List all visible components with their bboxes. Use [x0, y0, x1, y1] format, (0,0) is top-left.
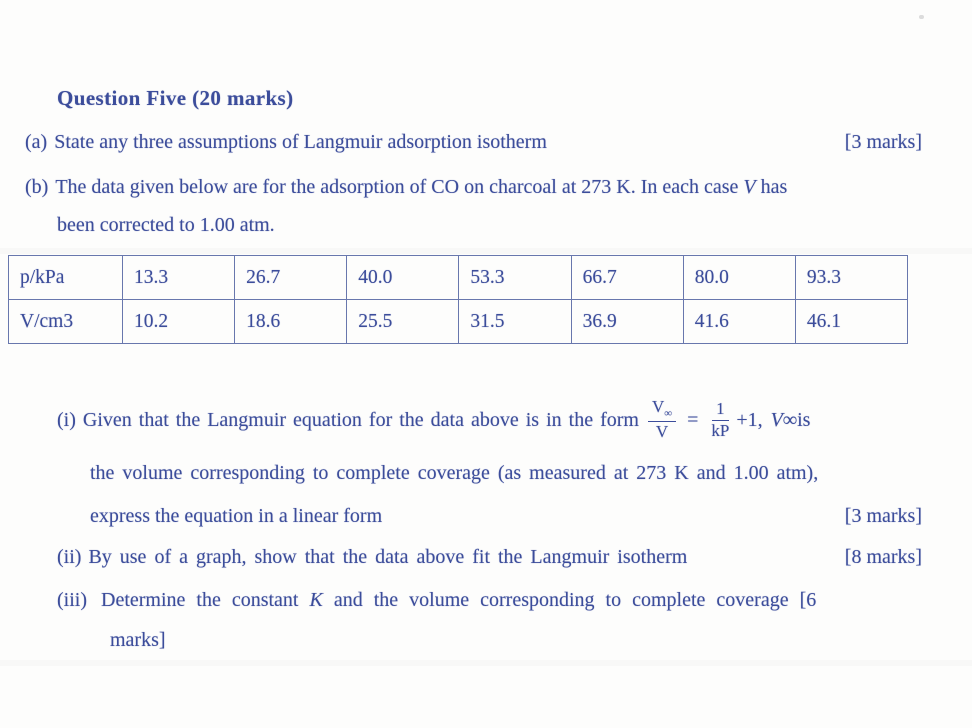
part-i-line2: the volume corresponding to complete coverage (as measured at 273 K and 1.00 atm), [90, 462, 819, 484]
row-header-volume: V/cm3 [9, 300, 123, 344]
part-iii-text: Determine the constant [101, 589, 310, 611]
part-ii-body: By use of a graph, show that the data above fit the Langmuir isotherm [88, 546, 688, 568]
part-iii-variable: K [309, 589, 323, 611]
part-a-line [25, 131, 922, 154]
table-row-volume [9, 300, 908, 344]
pressure-value: 93.3 [795, 256, 907, 300]
fraction-numerator: 1 [712, 400, 729, 421]
fraction-v-infinity-over-v [648, 398, 676, 441]
volume-value: 31.5 [459, 300, 571, 344]
scan-streak [0, 660, 972, 666]
pressure-value: 13.3 [123, 256, 235, 300]
part-i-label: (i) [57, 408, 76, 431]
part-a-text [25, 131, 547, 154]
volume-value: 36.9 [571, 300, 683, 344]
fraction-denominator: kP [711, 420, 730, 440]
part-i-line1 [57, 392, 810, 448]
pressure-value: 40.0 [347, 256, 459, 300]
equation-tail: +1, [736, 408, 763, 431]
volume-value: 46.1 [795, 300, 907, 344]
part-i-line3 [90, 505, 922, 528]
part-i-line3-text: express the equation in a linear form [90, 505, 383, 527]
equals-sign: = [687, 408, 699, 431]
part-ii-marks: [8 marks] [844, 546, 922, 568]
part-ii-label: (ii) [57, 546, 82, 568]
pressure-value: 66.7 [571, 256, 683, 300]
part-a-marks: [3 marks] [844, 131, 922, 153]
volume-value: 18.6 [235, 300, 347, 344]
scan-speck [919, 15, 924, 19]
part-b-variable: V [743, 176, 756, 198]
part-ii-line [57, 546, 922, 569]
part-a-label: (a) [25, 131, 48, 153]
part-ii-text [57, 546, 687, 569]
v-symbol: V [651, 397, 665, 417]
pressure-value: 53.3 [459, 256, 571, 300]
pressure-value: 26.7 [235, 256, 347, 300]
pressure-value: 80.0 [683, 256, 795, 300]
equation-after-var: is [797, 408, 811, 431]
table-row-pressure [9, 256, 908, 300]
part-a-body: State any three assumptions of Langmuir adsorption isotherm [54, 131, 547, 153]
infinity-subscript: ∞ [664, 407, 673, 420]
part-b-text-end: has [755, 176, 788, 198]
question-title: Question Five (20 marks) [57, 86, 294, 110]
part-iii-label: (iii) [57, 589, 87, 611]
part-iii-line1 [57, 589, 816, 612]
fraction-numerator [648, 398, 676, 421]
part-iii-line2: marks] [110, 629, 166, 651]
v-infinity-variable: V∞ [770, 408, 798, 431]
row-header-pressure: p/kPa [9, 256, 123, 300]
part-b-line1 [25, 176, 787, 199]
fraction-denominator: V [655, 421, 669, 441]
part-b-text: The data given below are for the adsorption of CO on charcoal at 273 K. In each case [55, 176, 744, 198]
part-b-label: (b) [25, 176, 49, 198]
part-iii-text-end: and the volume corresponding to complete coverage [6 [322, 589, 817, 611]
volume-value: 10.2 [123, 300, 235, 344]
volume-value: 25.5 [347, 300, 459, 344]
part-i-text: Given that the Langmuir equation for the data above is in the form [82, 408, 639, 431]
volume-value: 41.6 [683, 300, 795, 344]
fraction-one-over-kp [711, 400, 729, 440]
part-b-line2: been corrected to 1.00 atm. [57, 214, 275, 236]
scan-streak [0, 248, 972, 254]
adsorption-data-table [8, 255, 908, 344]
part-i-marks: [3 marks] [844, 505, 922, 527]
